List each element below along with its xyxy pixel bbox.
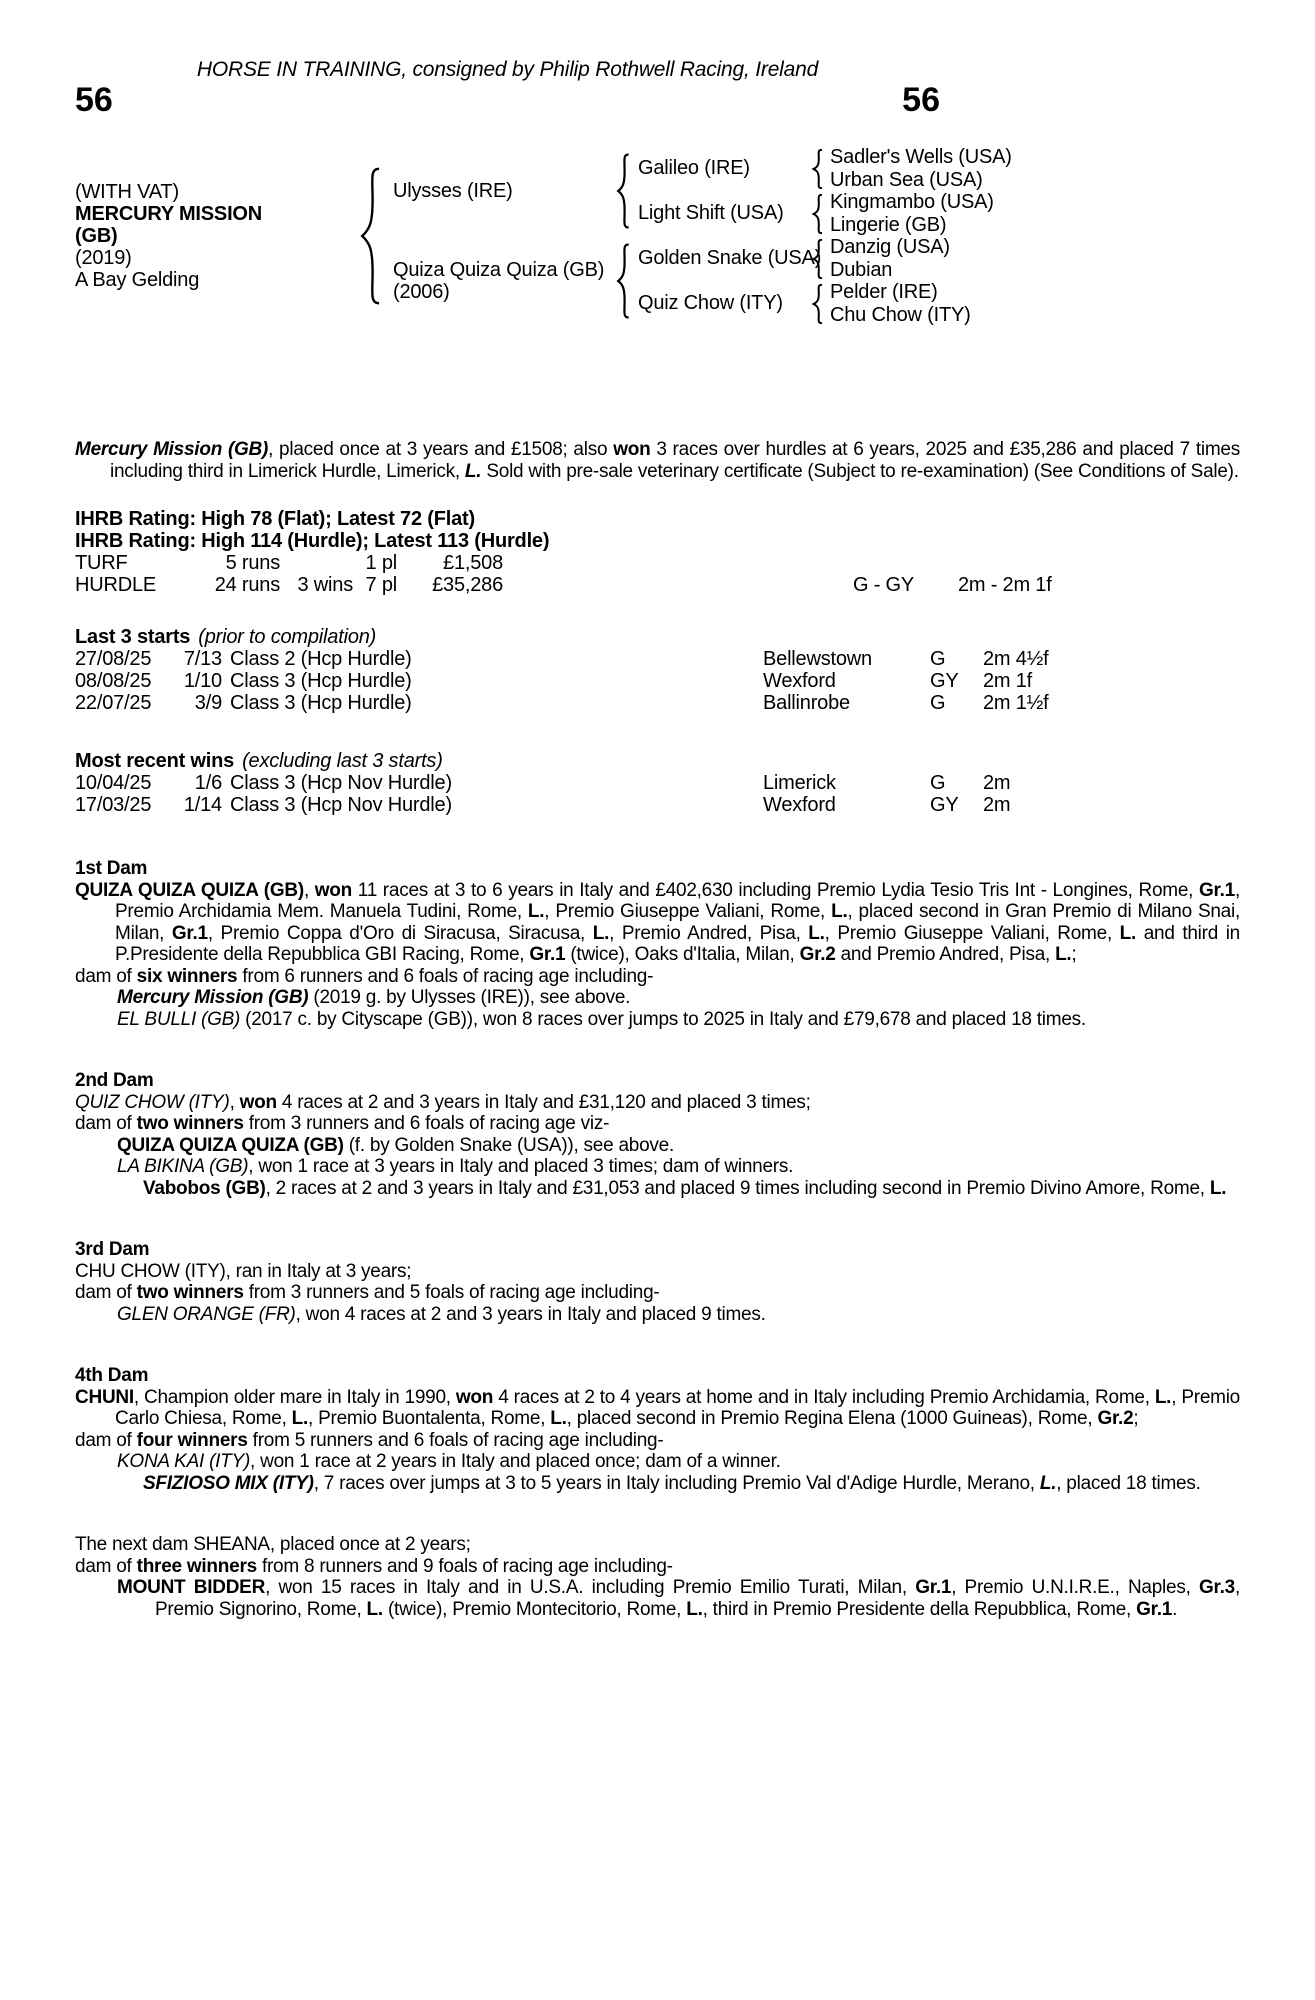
gen2-name: Galileo (IRE)	[638, 157, 750, 179]
horse-name: MERCURY MISSION (GB)	[75, 203, 263, 247]
gen3-name: Sadler's Wells (USA)	[830, 146, 1012, 168]
dam-heading: 4th Dam	[75, 1365, 149, 1386]
race-position: 7/13	[183, 648, 222, 670]
horse-colour-sex: A Bay Gelding	[75, 269, 200, 291]
race-date: 27/08/25	[75, 648, 152, 670]
gen3-brace-icon	[811, 284, 824, 324]
dam-section-4	[75, 1365, 1240, 1494]
race-position: 1/14	[183, 794, 222, 816]
race-going: G	[930, 692, 946, 714]
horse-summary-paragraph: Mercury Mission (GB), placed once at 3 years and £1508; also won 3 races over hurdles at 6 years, 2025 and £35,286 and placed 7 times including third in Limerick Hurdle, Limerick, L. Sold with pre-sale veterinary certificate (Subject to re-examination) (See Conditions of Sale).	[75, 439, 1240, 482]
gen2-name: Quiz Chow (ITY)	[638, 292, 783, 314]
race-class: Class 3 (Hcp Nov Hurdle)	[230, 772, 452, 794]
wins-value	[280, 552, 353, 574]
race-course: Wexford	[763, 670, 836, 692]
race-distance: 2m	[983, 772, 1011, 794]
race-course: Bellewstown	[763, 648, 872, 670]
gen3-name: Lingerie (GB)	[830, 213, 947, 236]
race-row	[75, 794, 1240, 816]
places-value: 7 pl	[365, 574, 397, 596]
catalog-body	[75, 439, 1240, 1620]
dam-paragraph: KONA KAI (ITY), won 1 race at 2 years in Italy and placed once; dam of a winner.	[117, 1451, 781, 1472]
gen2-name: Golden Snake (USA)	[638, 247, 822, 269]
runs-value: 24 runs	[214, 574, 280, 596]
race-row	[75, 670, 1240, 692]
race-date: 22/07/25	[75, 692, 152, 714]
dam-paragraph: MOUNT BIDDER, won 15 races in Italy and in U.S.A. including Premio Emilio Turati, Milan, Gr.1, Premio U.N.I.R.E., Naples, Gr.3, Premio Signorino, Rome, L. (twice), Premio Montecitorio, Rome, L., third in Premio Presidente della Repubblica, Rome, Gr.1.	[117, 1577, 1240, 1620]
pedigree-gen3	[811, 146, 1012, 326]
earnings-value: £1,508	[443, 552, 503, 574]
last-starts-section	[75, 626, 1240, 714]
next-dam-section	[75, 1534, 1240, 1620]
dam-paragraph: QUIZA QUIZA QUIZA (GB), won 11 races at 3 to 6 years in Italy and £402,630 including Premio Lydia Tesio Tris Int - Longines, Rome, Gr.1, Premio Archidamia Mem. Manuela Tudini, Rome, L., Premio Giuseppe Valiani, Rome, L., placed second in Gran Premio di Milano Snai, Milan, Gr.1, Premio Coppa d'Oro di Siracusa, Siracusa, L., Premio Andred, Pisa, L., Premio Giuseppe Valiani, Rome, L. and third in P.Presidente della Repubblica GBI Racing, Rome, Gr.1 (twice), Oaks d'Italia, Milan, Gr.2 and Premio Andred, Pisa, L.;	[75, 879, 1240, 965]
pedigree-gen1	[393, 146, 615, 326]
pedigree-gen2	[615, 146, 822, 326]
race-date: 10/04/25	[75, 772, 152, 794]
page-title: HORSE IN TRAINING, consigned by Philip Rothwell Racing, Ireland	[196, 58, 819, 81]
race-going: G	[930, 648, 946, 670]
going-range	[853, 552, 958, 574]
rating-line: IHRB Rating: High 78 (Flat); Latest 72 (Flat)	[75, 508, 475, 530]
stats-row-turf	[75, 552, 1240, 574]
gen1-brace-icon	[357, 166, 383, 306]
sire-name: Ulysses (IRE)	[393, 180, 513, 202]
race-course: Limerick	[763, 772, 836, 794]
dam-paragraph: CHU CHOW (ITY), ran in Italy at 3 years;	[75, 1260, 412, 1282]
ratings-block	[75, 508, 1240, 552]
gen2-name: Light Shift (USA)	[638, 202, 784, 224]
lot-number-row	[75, 83, 940, 117]
dam-paragraph: dam of four winners from 5 runners and 6 foals of racing age including-	[75, 1429, 664, 1451]
distance-range: 2m - 2m 1f	[958, 574, 1052, 596]
pedigree-table	[75, 145, 1240, 327]
with-vat-label: (WITH VAT)	[75, 181, 179, 203]
race-row	[75, 648, 1240, 670]
gen3-brace-icon	[811, 149, 824, 189]
gen3-name: Kingmambo (USA)	[830, 191, 994, 213]
places-value: 1 pl	[365, 552, 397, 574]
gen3-name: Pelder (IRE)	[830, 281, 938, 303]
lot-number-right: 56	[902, 81, 940, 119]
section-heading: Most recent wins	[75, 750, 235, 772]
race-class: Class 3 (Hcp Nov Hurdle)	[230, 794, 452, 816]
gen3-name: Chu Chow (ITY)	[830, 303, 971, 326]
dam-paragraph: EL BULLI (GB) (2017 c. by Cityscape (GB)), won 8 races over jumps to 2025 in Italy and £79,678 and placed 18 times.	[117, 1008, 1086, 1030]
lot-details	[75, 181, 287, 291]
race-class: Class 3 (Hcp Hurdle)	[230, 692, 412, 714]
surface-label: HURDLE	[75, 574, 157, 596]
gen2-brace-icon	[615, 153, 631, 229]
race-position: 1/6	[194, 772, 222, 794]
going-range: G - GY	[853, 574, 915, 596]
last-starts-heading	[75, 626, 1240, 648]
horse-year: (2019)	[75, 247, 132, 269]
gen3-name: Urban Sea (USA)	[830, 168, 983, 191]
section-note: (excluding last 3 starts)	[242, 750, 443, 772]
race-class: Class 3 (Hcp Hurdle)	[230, 670, 412, 692]
gen3-brace-icon	[811, 239, 824, 279]
dam-paragraph: QUIZ CHOW (ITY), won 4 races at 2 and 3 years in Italy and £31,120 and placed 3 times;	[75, 1091, 811, 1113]
race-position: 3/9	[194, 692, 222, 714]
rating-line: IHRB Rating: High 114 (Hurdle); Latest 113 (Hurdle)	[75, 530, 550, 552]
race-course: Ballinrobe	[763, 692, 850, 714]
race-class: Class 2 (Hcp Hurdle)	[230, 648, 412, 670]
dam-heading: 1st Dam	[75, 858, 148, 879]
gen3-brace-icon	[811, 194, 824, 234]
recent-wins-heading	[75, 750, 1240, 772]
dam-heading: 2nd Dam	[75, 1070, 154, 1091]
dam-paragraph: QUIZA QUIZA QUIZA (GB) (f. by Golden Snake (USA)), see above.	[117, 1134, 675, 1156]
stats-row-hurdle	[75, 574, 1240, 596]
section-heading: Last 3 starts	[75, 626, 191, 648]
dam-paragraph: The next dam SHEANA, placed once at 2 years;	[75, 1534, 471, 1555]
race-distance: 2m 1½f	[983, 692, 1049, 714]
gen3-name: Dubian	[830, 258, 893, 281]
record-stats	[75, 552, 1240, 596]
dam-paragraph: Mercury Mission (GB) (2019 g. by Ulysses (IRE)), see above.	[117, 987, 631, 1008]
page-header	[75, 58, 940, 117]
gen3-name: Danzig (USA)	[830, 236, 950, 258]
dam-paragraph: dam of three winners from 8 runners and 9 foals of racing age including-	[75, 1555, 673, 1577]
distance-range	[958, 552, 1240, 574]
gen2-brace-icon	[615, 243, 631, 319]
dam-year: (2006)	[393, 281, 450, 303]
race-row	[75, 692, 1240, 714]
race-distance: 2m 1f	[983, 670, 1033, 692]
runs-value: 5 runs	[225, 552, 280, 574]
race-position: 1/10	[183, 670, 222, 692]
section-note: (prior to compilation)	[198, 626, 377, 648]
dam-paragraph: dam of six winners from 6 runners and 6 foals of racing age including-	[75, 965, 654, 987]
lot-number-left: 56	[75, 81, 113, 119]
dam-section-2	[75, 1070, 1240, 1199]
race-going: GY	[930, 794, 959, 816]
race-date: 17/03/25	[75, 794, 152, 816]
race-row	[75, 772, 1240, 794]
race-distance: 2m	[983, 794, 1011, 816]
race-going: GY	[930, 670, 959, 692]
dam-paragraph: dam of two winners from 3 runners and 6 foals of racing age viz-	[75, 1113, 610, 1134]
race-distance: 2m 4½f	[983, 648, 1049, 670]
dam-heading: 3rd Dam	[75, 1239, 150, 1260]
dam-paragraph: dam of two winners from 3 runners and 5 foals of racing age including-	[75, 1282, 660, 1303]
dam-paragraph: Vabobos (GB), 2 races at 2 and 3 years in Italy and £31,053 and placed 9 times including second in Premio Divino Amore, Rome, L.	[143, 1177, 1227, 1199]
dam-paragraph: GLEN ORANGE (FR), won 4 races at 2 and 3 years in Italy and placed 9 times.	[117, 1303, 766, 1325]
dam-paragraph: LA BIKINA (GB), won 1 race at 3 years in Italy and placed 3 times; dam of winners.	[117, 1156, 794, 1177]
dam-section-3	[75, 1239, 1240, 1325]
race-date: 08/08/25	[75, 670, 152, 692]
wins-value: 3 wins	[297, 574, 353, 596]
race-going: G	[930, 772, 946, 794]
race-course: Wexford	[763, 794, 836, 816]
dam-paragraph: SFIZIOSO MIX (ITY), 7 races over jumps at 3 to 5 years in Italy including Premio Val d'Adige Hurdle, Merano, L., placed 18 times.	[143, 1472, 1201, 1494]
recent-wins-section	[75, 750, 1240, 816]
surface-label: TURF	[75, 552, 128, 574]
dam-section-1	[75, 858, 1240, 1030]
dam-name: Quiza Quiza Quiza (GB)	[393, 259, 605, 281]
earnings-value: £35,286	[432, 574, 503, 596]
dam-paragraph: CHUNI, Champion older mare in Italy in 1990, won 4 races at 2 to 4 years at home and in Italy including Premio Archidamia, Rome, L., Premio Carlo Chiesa, Rome, L., Premio Buontalenta, Rome, L., placed second in Premio Regina Elena (1000 Guineas), Rome, Gr.2;	[75, 1386, 1241, 1429]
